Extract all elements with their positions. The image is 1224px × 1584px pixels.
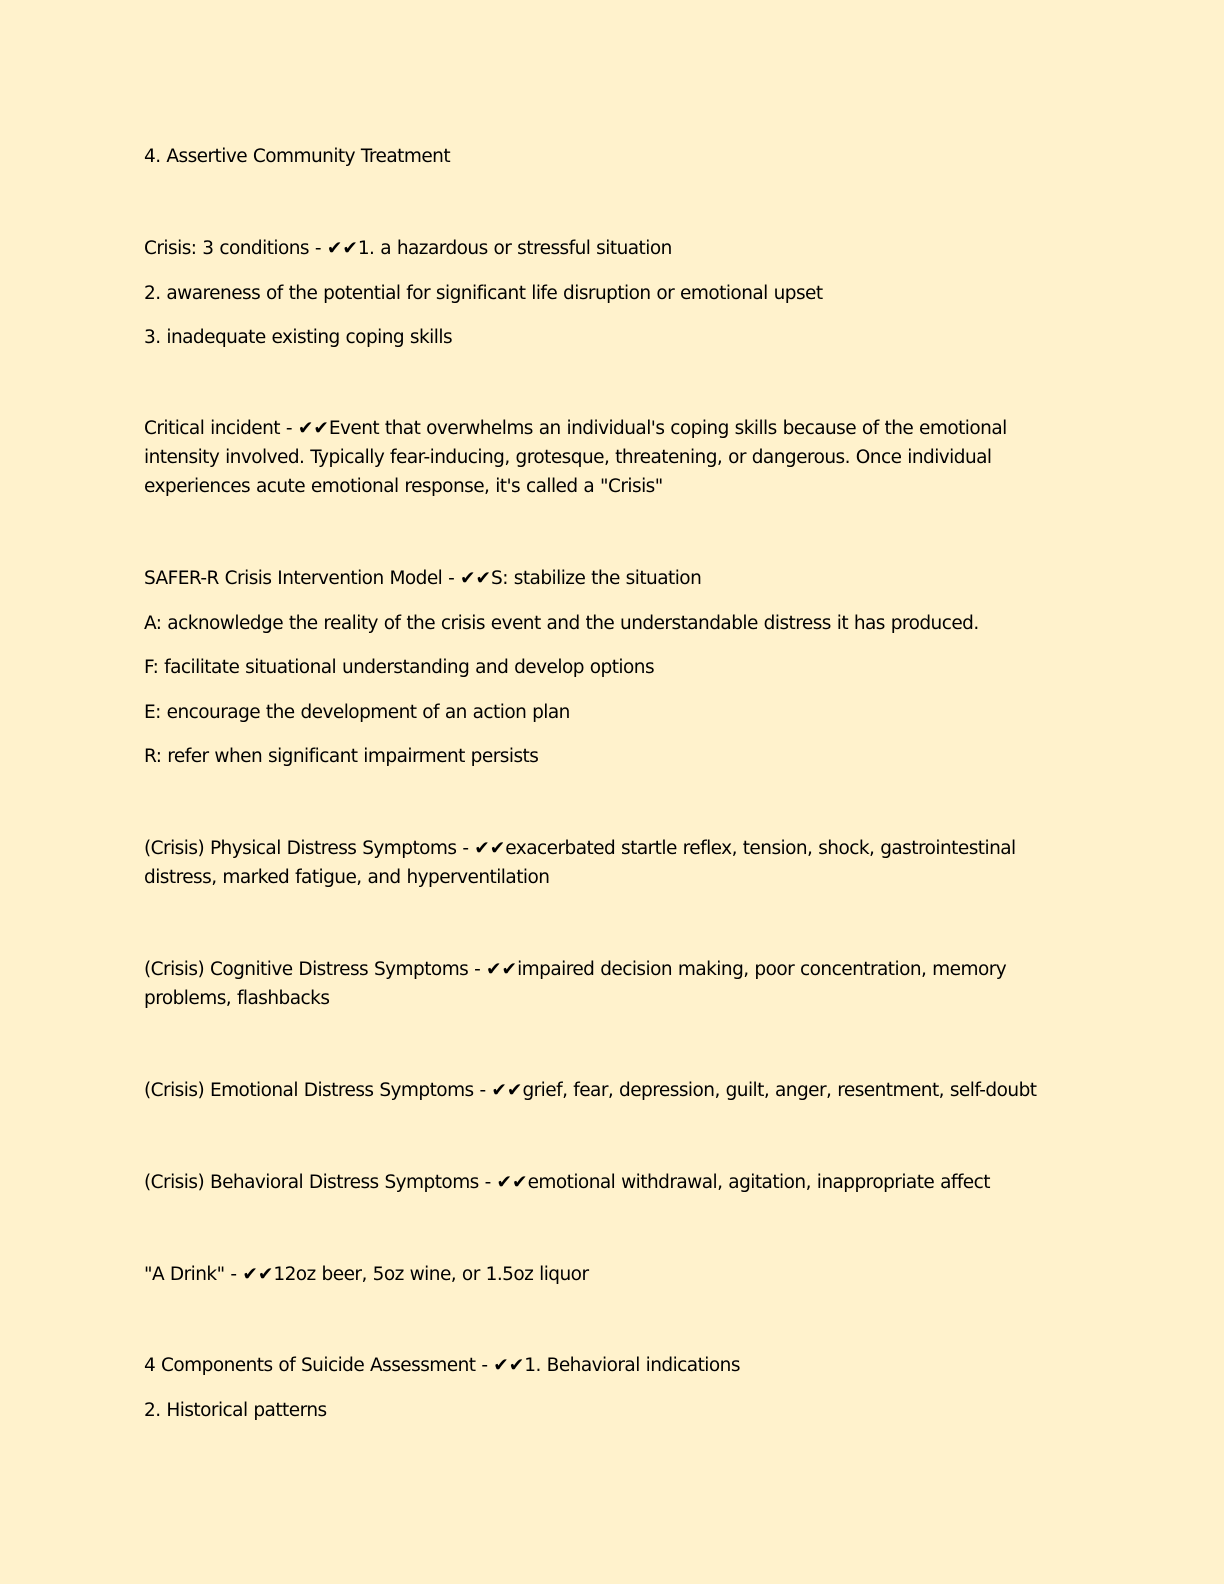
entry-text: 3. inadequate existing coping skills bbox=[144, 327, 453, 348]
list-item-assertive-community-treatment bbox=[144, 142, 1064, 171]
entry-term: (Crisis) Emotional Distress Symptoms - bbox=[144, 1080, 492, 1101]
entry-cognitive-distress bbox=[144, 955, 1064, 1013]
entry-suicide-assessment bbox=[144, 1351, 1064, 1380]
list-item-facilitate bbox=[144, 653, 1064, 682]
list-item-awareness bbox=[144, 279, 1064, 308]
entry-text: 4. Assertive Community Treatment bbox=[144, 146, 451, 167]
entry-term: SAFER-R Crisis Intervention Model - bbox=[144, 568, 461, 589]
entry-a-drink bbox=[144, 1260, 1064, 1289]
entry-term: (Crisis) Behavioral Distress Symptoms - bbox=[144, 1172, 497, 1193]
entry-text: F: facilitate situational understanding and develop options bbox=[144, 657, 655, 678]
entry-text: A: acknowledge the reality of the crisis event and the understandable distress it has produced. bbox=[144, 613, 979, 634]
entry-definition: emotional withdrawal, agitation, inappropriate affect bbox=[527, 1172, 990, 1193]
list-item-acknowledge bbox=[144, 609, 1064, 638]
entry-safer-r-model bbox=[144, 564, 1064, 593]
entry-text: E: encourage the development of an action plan bbox=[144, 702, 570, 723]
entry-emotional-distress bbox=[144, 1076, 1064, 1105]
double-check-icon: ✔✔ bbox=[460, 568, 492, 589]
entry-definition: exacerbated startle reflex, tension, shock, gastrointestinal distress, marked fatigue, and hyperventilation bbox=[144, 838, 1016, 888]
list-item-historical-patterns bbox=[144, 1396, 1064, 1425]
entry-term: (Crisis) Cognitive Distress Symptoms - bbox=[144, 959, 487, 980]
double-check-icon: ✔✔ bbox=[496, 1172, 528, 1193]
entry-definition: 12oz beer, 5oz wine, or 1.5oz liquor bbox=[273, 1264, 589, 1285]
entry-term: 4 Components of Suicide Assessment - bbox=[144, 1355, 494, 1376]
entry-physical-distress bbox=[144, 834, 1064, 892]
double-check-icon: ✔✔ bbox=[491, 1080, 523, 1101]
entry-term: (Crisis) Physical Distress Symptoms - bbox=[144, 838, 475, 859]
entry-definition: Event that overwhelms an individual's coping skills because of the emotional intensity involved. Typically fear-inducing, grotesque, threatening, or dangerous. Once individual experiences acute emotional response, it's called a "Crisis" bbox=[144, 418, 1007, 497]
double-check-icon: ✔✔ bbox=[326, 238, 358, 259]
double-check-icon: ✔✔ bbox=[493, 1355, 525, 1376]
entry-term: Crisis: 3 conditions - bbox=[144, 238, 327, 259]
double-check-icon: ✔✔ bbox=[474, 838, 506, 859]
entry-definition: S: stabilize the situation bbox=[491, 568, 702, 589]
entry-definition: impaired decision making, poor concentration, memory problems, flashbacks bbox=[144, 959, 1007, 1009]
entry-critical-incident bbox=[144, 414, 1064, 501]
entry-text: 2. awareness of the potential for significant life disruption or emotional upset bbox=[144, 283, 823, 304]
entry-text: 2. Historical patterns bbox=[144, 1400, 327, 1421]
entry-crisis-conditions bbox=[144, 234, 1064, 263]
entry-term: Critical incident - bbox=[144, 418, 298, 439]
list-item-refer bbox=[144, 742, 1064, 771]
double-check-icon: ✔✔ bbox=[486, 959, 518, 980]
entry-definition: 1. a hazardous or stressful situation bbox=[357, 238, 672, 259]
entry-term: "A Drink" - bbox=[144, 1264, 243, 1285]
entry-definition: 1. Behavioral indications bbox=[524, 1355, 740, 1376]
list-item-coping-skills bbox=[144, 323, 1064, 352]
entry-behavioral-distress bbox=[144, 1168, 1064, 1197]
list-item-encourage bbox=[144, 698, 1064, 727]
entry-definition: grief, fear, depression, guilt, anger, resentment, self-doubt bbox=[522, 1080, 1037, 1101]
double-check-icon: ✔✔ bbox=[242, 1264, 274, 1285]
double-check-icon: ✔✔ bbox=[297, 418, 329, 439]
entry-text: R: refer when significant impairment persists bbox=[144, 746, 539, 767]
